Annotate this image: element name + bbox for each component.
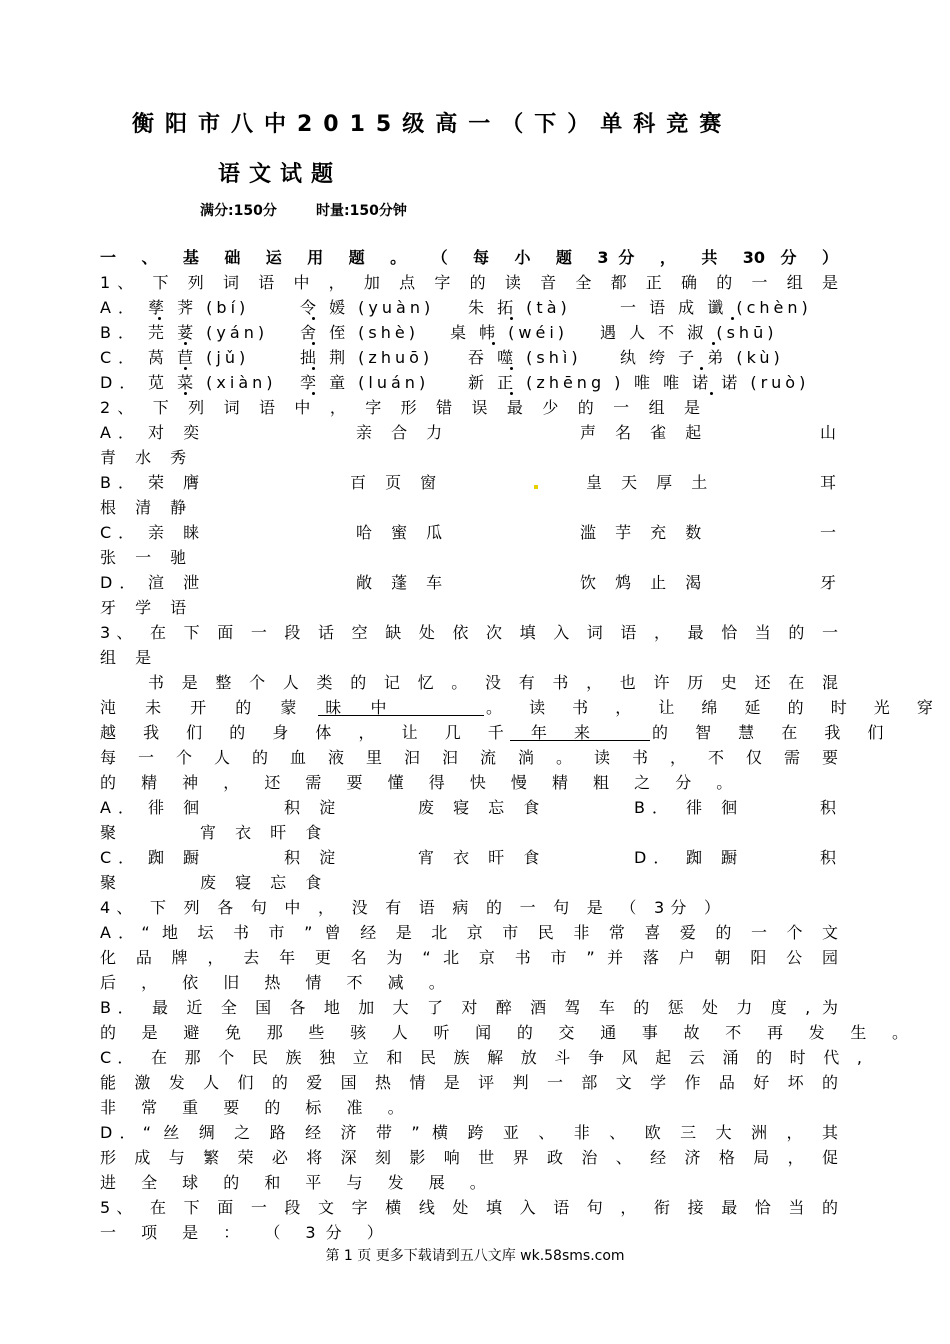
option-word: 哈 蜜 瓜 — [356, 523, 450, 542]
option-word: 踟 蹰 — [148, 848, 207, 867]
option-word: 山 — [820, 423, 844, 442]
passage-line: 每 一 个 人 的 血 液 里 汩 汩 流 淌 。 读 书 ， 不 仅 需 要 — [100, 748, 838, 767]
option-word: 渲 泄 — [148, 573, 207, 592]
option-word: 牙 — [820, 573, 844, 592]
exam-title: 衡阳市八中2015级高一（下）单科竞赛 — [132, 112, 733, 137]
blank-1 — [318, 698, 484, 716]
passage-line: 书 是 整 个 人 类 的 记 忆 。 没 有 书 ， 也 许 历 史 还 在 混 — [148, 673, 838, 692]
option-c-line: 非 常 重 要 的 标 准 。 — [100, 1098, 414, 1117]
option-word: 徘 徊 — [686, 798, 745, 817]
full-score: 满分:150分 — [200, 203, 277, 219]
section-heading: 一 、 基 础 运 用 题 。 （ 每 小 题 3分 ， 共 30 分 ） — [100, 248, 838, 267]
option-label: B． — [634, 798, 675, 817]
option-label: A． — [100, 423, 141, 442]
option-word: 徘 徊 — [148, 798, 207, 817]
emphasis-dot — [312, 367, 315, 370]
option-word: 拙 荆 (zhuō) — [300, 348, 434, 367]
option-word: 舍 侄 (shè) — [300, 323, 419, 342]
option-word: 朱 拓 (tà) — [468, 298, 571, 317]
emphasis-dot — [510, 367, 513, 370]
option-word: 芫 荽 (yán) — [148, 323, 269, 342]
option-word: 聚 — [100, 873, 124, 892]
question-5-stem-cont: 一 项 是 ： （ 3分 ） — [100, 1223, 393, 1242]
question-3-stem: 3、 在 下 面 一 段 话 空 缺 处 依 次 填 入 词 语 ， 最 恰 当 的 一 — [100, 623, 838, 642]
option-word: 废 寝 忘 食 — [418, 798, 547, 817]
option-word: 一 语 成 谶 (chèn) — [620, 298, 812, 317]
option-word: 百 页 窗 — [350, 473, 444, 492]
option-label: C． — [100, 848, 142, 867]
emphasis-dot — [712, 342, 715, 345]
option-word: 新 正 (zhēng ) — [468, 373, 625, 392]
option-a-line: A．“ 地 坛 书 市 ” 曾 经 是 北 京 市 民 非 常 喜 爱 的 一 个 文 — [100, 923, 838, 942]
option-label: B． — [100, 473, 141, 492]
emphasis-dot — [492, 342, 495, 345]
option-word: 敞 蓬 车 — [356, 573, 450, 592]
option-word: 遇 人 不 淑 (shū) — [600, 323, 778, 342]
option-word: 皇 天 厚 土 — [586, 473, 715, 492]
passage-line: 的 智 慧 在 我 们 — [652, 723, 895, 742]
emphasis-dot — [312, 317, 315, 320]
emphasis-dot — [184, 367, 187, 370]
option-label: D． — [634, 848, 677, 867]
option-a-line: 化 品 牌 ， 去 年 更 名 为 “ 北 京 书 市 ” 并 落 户 朝 阳 公 园 — [100, 948, 838, 967]
question-5-stem: 5、 在 下 面 一 段 文 字 横 线 处 填 入 语 句 ， 衔 接 最 恰 当 的 — [100, 1198, 838, 1217]
option-word: 孪 童 (luán) — [300, 373, 430, 392]
option-word: 对 奕 — [148, 423, 207, 442]
option-d-line: 进 全 球 的 和 平 与 发 展 。 — [100, 1173, 496, 1192]
option-word: 聚 — [100, 823, 124, 842]
option-word: 亲 合 力 — [356, 423, 450, 442]
option-label: C． — [100, 523, 142, 542]
question-4-stem: 4、 下 列 各 句 中 ， 没 有 语 病 的 一 句 是 （ 3分 ） — [100, 898, 720, 917]
option-word: 宵 衣 旰 食 — [200, 823, 329, 842]
option-word: 孳 荠 (bí) — [148, 298, 250, 317]
option-word: 纨 绔 子 弟 (kù) — [620, 348, 784, 367]
option-c-line: C． 在 那 个 民 族 独 立 和 民 族 解 放 斗 争 风 起 云 涌 的 时 代 , — [100, 1048, 862, 1067]
highlight-mark — [534, 485, 538, 489]
passage-line: 沌 未 开 的 蒙 昧 中 — [100, 698, 399, 717]
option-word: 牙 学 语 — [100, 598, 194, 617]
option-label: C． — [100, 348, 142, 367]
page-footer: 第 1 页 更多下载请到五八文库 wk.58sms.com — [325, 1248, 625, 1264]
emphasis-dot — [510, 317, 513, 320]
option-c-line: 能 激 发 人 们 的 爱 国 热 情 是 评 判 一 部 文 学 作 品 好 坏 的 — [100, 1073, 838, 1092]
option-b-line: B． 最 近 全 国 各 地 加 大 了 对 醉 酒 驾 车 的 惩 处 力 度 , 为 — [100, 998, 838, 1017]
question-2-stem: 2、 下 列 词 语 中 ， 字 形 错 误 最 少 的 一 组 是 — [100, 398, 700, 417]
option-word: 积 — [820, 798, 844, 817]
option-word: 积 淀 — [284, 798, 343, 817]
option-word: 吞 噬 (shì) — [468, 348, 582, 367]
option-word: 一 — [820, 523, 844, 542]
emphasis-dot — [184, 342, 187, 345]
option-word: 积 — [820, 848, 844, 867]
option-d-line: 形 成 与 繁 荣 必 将 深 刻 影 响 世 界 政 治 、 经 济 格 局 ， 促 — [100, 1148, 838, 1167]
option-word: 宵 衣 旰 食 — [418, 848, 547, 867]
passage-line: 越 我 们 的 身 体 ， 让 几 千 年 来 — [100, 723, 601, 742]
option-word: 唯 唯 诺 诺 (ruò) — [634, 373, 810, 392]
option-word: 根 清 静 — [100, 498, 194, 517]
option-word: 桌 帏 (wéi) — [450, 323, 569, 342]
option-a-line: 后 ， 依 旧 热 情 不 减 。 — [100, 973, 455, 992]
emphasis-dot — [710, 392, 713, 395]
option-word: 亲 睐 — [148, 523, 207, 542]
option-word: 张 一 驰 — [100, 548, 194, 567]
exam-subtitle: 语文试题 — [218, 162, 343, 187]
emphasis-dot — [700, 367, 703, 370]
blank-2 — [510, 723, 650, 741]
emphasis-dot — [158, 317, 161, 320]
option-label: D． — [100, 573, 143, 592]
option-label: A． — [100, 298, 141, 317]
option-label: B． — [100, 323, 141, 342]
option-word: 荣 膺 — [148, 473, 207, 492]
option-word: 莴 苣 (jǔ) — [148, 348, 250, 367]
time-limit: 时量:150分钟 — [316, 203, 407, 219]
question-3-stem-cont: 组 是 — [100, 648, 159, 667]
passage-line: 的 精 神 ， 还 需 要 懂 得 快 慢 精 粗 之 分 。 — [100, 773, 743, 792]
option-word: 耳 — [820, 473, 844, 492]
question-1-stem: 1、 下 列 词 语 中 ， 加 点 字 的 读 音 全 都 正 确 的 一 组 是 — [100, 273, 838, 292]
option-b-line: 的 是 避 免 那 些 骇 人 听 闻 的 交 通 事 故 不 再 发 生 。 — [100, 1023, 919, 1042]
option-word: 声 名 雀 起 — [580, 423, 709, 442]
option-d-line: D．“ 丝 绸 之 路 经 济 带 ” 横 跨 亚 、 非 、 欧 三 大 洲 ， 其 — [100, 1123, 838, 1142]
option-word: 饮 鸩 止 渴 — [580, 573, 709, 592]
option-label: A． — [100, 798, 141, 817]
option-label: D． — [100, 373, 143, 392]
option-word: 废 寝 忘 食 — [200, 873, 329, 892]
option-word: 滥 芋 充 数 — [580, 523, 709, 542]
option-word: 令 媛 (yuàn) — [300, 298, 435, 317]
option-word: 苋 菜 (xiàn) — [148, 373, 277, 392]
option-word: 积 淀 — [284, 848, 343, 867]
passage-line: 。 读 书 ， 让 绵 延 的 时 光 穿 — [486, 698, 944, 717]
option-word: 踟 蹰 — [686, 848, 745, 867]
emphasis-dot — [731, 317, 734, 320]
option-word: 青 水 秀 — [100, 448, 194, 467]
emphasis-dot — [312, 342, 315, 345]
